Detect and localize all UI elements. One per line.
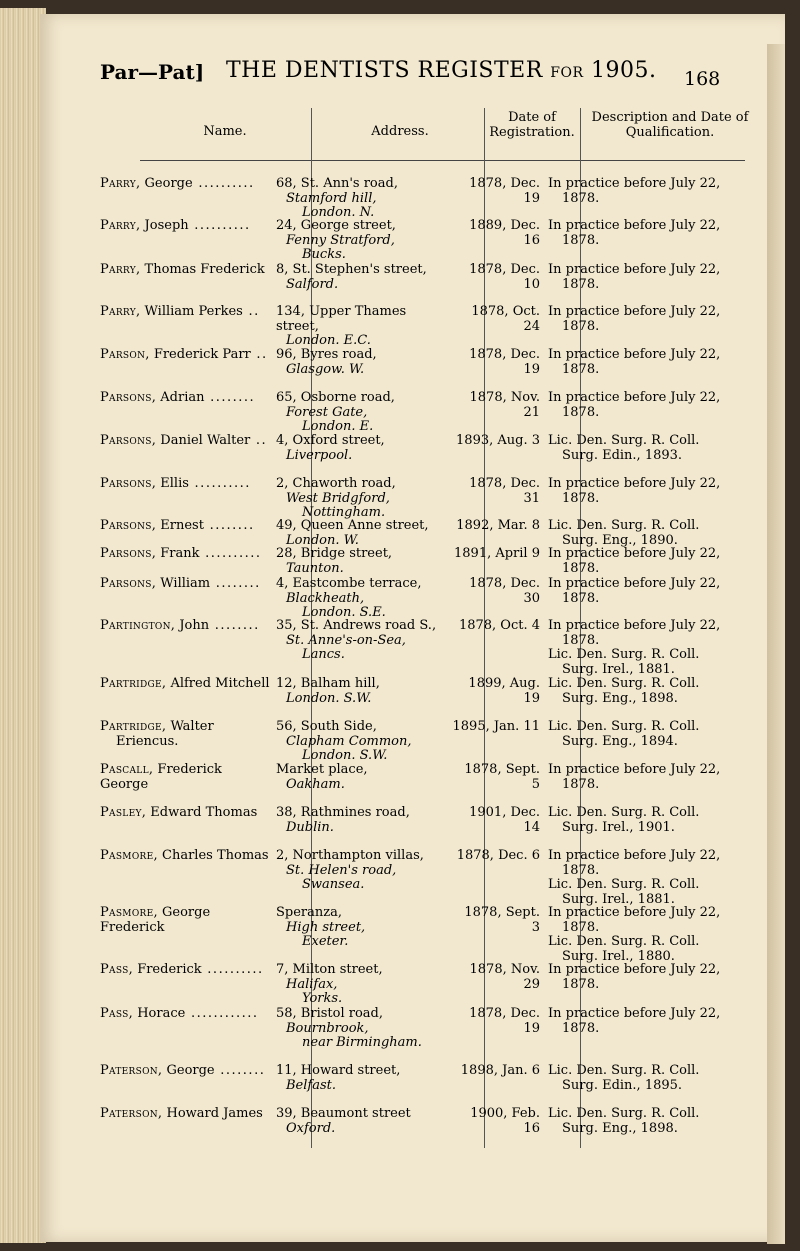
surname: Pass, [100, 962, 134, 977]
given-names: John [175, 618, 210, 633]
given-names: George Frederick [100, 905, 211, 935]
surname: Partridge, [100, 719, 167, 734]
address-line: near Birmingham. [302, 1035, 422, 1050]
description-line: 1878. [562, 190, 600, 206]
given-names: Walter [166, 719, 214, 734]
address-line: Forest Gate, [286, 404, 368, 420]
description-line: Surg. Eng., 1898. [562, 1120, 678, 1136]
description-line: 1878. [562, 232, 600, 248]
entry-date: 1901, Dec. 14 [469, 805, 540, 835]
entry-address [276, 519, 446, 548]
desc-header-line1: Description and Date of [591, 110, 749, 125]
leader-dots: .. [250, 433, 268, 448]
entry-description [548, 849, 748, 907]
address-line: St. Helen's road, [286, 862, 397, 878]
address-line: Taunton. [286, 560, 344, 576]
address-line: 8, St. Stephen's street, [276, 262, 427, 277]
leader-dots: ............ [185, 1006, 259, 1021]
entry-address [276, 1107, 446, 1136]
address-line: Dublin. [286, 819, 334, 835]
address-line: 11, Howard street, [276, 1063, 401, 1078]
entry-description [548, 577, 748, 606]
entry-date: 1878, Dec. 19 [469, 176, 540, 206]
column-header-name: Name. [203, 124, 247, 139]
given-names: Thomas Frederick [140, 262, 265, 277]
surname: Partridge, [100, 676, 167, 691]
surname: Paterson, [100, 1063, 163, 1078]
surname: Parsons, [100, 476, 157, 491]
description-line: In practice before July 22, [548, 546, 721, 561]
description-line: In practice before July 22, [548, 262, 721, 277]
description-line: Lic. Den. Surg. R. Coll. [548, 518, 700, 533]
entry-description [548, 1107, 748, 1136]
entry-name [100, 305, 270, 320]
description-line: Surg. Eng., 1890. [562, 532, 678, 548]
address-line: 4, Oxford street, [276, 433, 385, 448]
entry-name-cont: Eriencus. [116, 733, 179, 749]
description-line: Lic. Den. Surg. R. Coll. [548, 934, 700, 949]
description-line: 1878. [562, 1020, 600, 1036]
entry-description [548, 477, 748, 506]
entry-date: 1892, Mar. 8 [456, 518, 540, 533]
header-rule [140, 160, 745, 161]
entry-address [276, 577, 446, 621]
address-line: London. S.W. [302, 748, 388, 763]
address-line: 38, Rathmines road, [276, 805, 410, 820]
description-line: In practice before July 22, [548, 848, 721, 863]
address-line: London. S.E. [302, 605, 386, 620]
description-line: Surg. Irel., 1880. [562, 948, 675, 964]
address-line: Salford. [286, 276, 339, 292]
description-line: 1878. [562, 776, 600, 792]
entry-date: 1893, Aug. 3 [456, 433, 540, 448]
description-line: 1878. [562, 276, 600, 292]
entry-date: 1891, April 9 [454, 546, 540, 561]
address-line: 35, St. Andrews road S., [276, 618, 437, 633]
description-line: Lic. Den. Surg. R. Coll. [548, 877, 700, 892]
address-line: Market place, [276, 762, 368, 777]
entry-address [276, 391, 446, 435]
description-line: In practice before July 22, [548, 218, 721, 233]
column-header-description [590, 110, 750, 140]
column-header-date [486, 110, 578, 140]
entry-description [548, 219, 748, 248]
description-line: Lic. Den. Surg. R. Coll. [548, 1063, 700, 1078]
given-names: Frederick [133, 962, 202, 977]
description-line: In practice before July 22, [548, 347, 721, 362]
address-line: 4, Eastcombe terrace, [276, 576, 422, 591]
entry-description [548, 806, 748, 835]
given-names: William Perkes [140, 304, 243, 319]
entry-date: 1878, Dec. 31 [469, 476, 540, 506]
address-line: London. E. [302, 419, 374, 434]
leader-dots: .......... [188, 476, 251, 491]
entry-date: 1889, Dec. 16 [469, 218, 540, 248]
entry-name [100, 1107, 270, 1122]
entry-description [548, 305, 748, 334]
entry-name [100, 519, 270, 534]
entry-name [100, 391, 270, 406]
address-line: 49, Queen Anne street, [276, 518, 429, 533]
entry-name [100, 963, 270, 978]
description-line: 1878. [562, 490, 600, 506]
entry-date: 1878, Dec. 6 [456, 848, 540, 863]
description-line: In practice before July 22, [548, 576, 721, 591]
address-line: 2, Chaworth road, [276, 476, 396, 491]
entry-date: 1878, Dec. 19 [469, 1006, 540, 1036]
entry-address [276, 849, 446, 893]
surname: Paterson, [100, 1106, 163, 1121]
entry-date: 1898, Jan. 6 [460, 1063, 540, 1078]
entry-address [276, 806, 446, 835]
address-line: 12, Balham hill, [276, 676, 380, 691]
given-names: Alfred Mitchell [166, 676, 270, 691]
entry-description [548, 263, 748, 292]
entry-description [548, 1064, 748, 1093]
address-line: Liverpool. [286, 447, 353, 463]
address-line: London. N. [302, 205, 375, 220]
address-line: Halifax, [286, 976, 338, 992]
address-line: London. W. [286, 532, 359, 548]
description-line: In practice before July 22, [548, 762, 721, 777]
given-names: Frederick Parr [149, 347, 251, 362]
address-line: 65, Osborne road, [276, 390, 395, 405]
entry-name [100, 348, 270, 363]
address-line: Swansea. [302, 877, 365, 892]
entry-name [100, 763, 270, 792]
entry-date: 1878, Oct. 4 [458, 618, 540, 633]
entry-description [548, 677, 748, 706]
description-line: Surg. Irel., 1881. [562, 661, 675, 677]
entry-name [100, 720, 270, 749]
title-for: FOR [550, 65, 584, 81]
entry-name [100, 263, 270, 278]
leader-dots: ........ [214, 1063, 266, 1078]
surname: Parsons, [100, 433, 157, 448]
address-line: 56, South Side, [276, 719, 377, 734]
given-names: Ellis [156, 476, 189, 491]
entry-name [100, 219, 270, 234]
surname: Pasmore, [100, 905, 158, 920]
entry-description [548, 963, 748, 992]
leader-dots: ........ [203, 518, 255, 533]
leader-dots: ........ [204, 390, 256, 405]
entry-description [548, 906, 748, 964]
description-line: 1878. [562, 590, 600, 606]
address-line: 28, Bridge street, [276, 546, 393, 561]
entry-description [548, 547, 748, 576]
given-names: Adrian [156, 390, 205, 405]
description-line: Surg. Irel., 1901. [562, 819, 675, 835]
entry-name [100, 849, 270, 864]
entry-address [276, 219, 446, 263]
desc-header-line2: Qualification. [625, 125, 715, 140]
entry-description [548, 391, 748, 420]
given-names: Frank [156, 546, 200, 561]
given-names: Horace [133, 1006, 186, 1021]
entry-description [548, 619, 748, 677]
description-line: In practice before July 22, [548, 618, 721, 633]
entry-name [100, 477, 270, 492]
address-line: Fenny Stratford, [286, 232, 395, 248]
entry-date: 1878, Sept. 5 [464, 762, 540, 792]
date-header-line1: Date of [508, 110, 556, 125]
address-line: Nottingham. [302, 505, 386, 520]
entry-address [276, 677, 446, 706]
surname: Parry, [100, 304, 141, 319]
entry-description [548, 348, 748, 377]
address-line: Yorks. [302, 991, 343, 1006]
description-line: 1878. [562, 976, 600, 992]
address-line: Clapham Common, [286, 733, 412, 749]
entry-name [100, 1007, 270, 1022]
description-line: Lic. Den. Surg. R. Coll. [548, 676, 700, 691]
address-line: London. S.W. [286, 690, 372, 706]
entry-address [276, 348, 446, 377]
entry-name [100, 177, 270, 192]
entry-description [548, 434, 748, 463]
description-line: 1878. [562, 318, 600, 334]
address-line: St. Anne's-on-Sea, [286, 632, 406, 648]
address-line: 39, Beaumont street [276, 1106, 411, 1121]
entry-name [100, 547, 270, 562]
address-line: 96, Byres road, [276, 347, 377, 362]
page-title [226, 58, 657, 83]
entry-date: 1895, Jan. 11 [452, 719, 540, 734]
entry-description [548, 519, 748, 548]
description-line: Lic. Den. Surg. R. Coll. [548, 1106, 700, 1121]
entry-address [276, 305, 446, 349]
entry-address [276, 963, 446, 1007]
entry-date: 1900, Feb. 16 [470, 1106, 540, 1136]
address-line: West Bridgford, [286, 490, 390, 506]
entry-address [276, 434, 446, 463]
entry-date: 1878, Nov. 29 [469, 962, 540, 992]
entry-name [100, 619, 270, 634]
description-line: Surg. Edin., 1893. [562, 447, 683, 463]
entry-name [100, 434, 270, 449]
given-names: Charles Thomas [157, 848, 269, 863]
description-line: In practice before July 22, [548, 476, 721, 491]
description-line: Surg. Eng., 1898. [562, 690, 678, 706]
description-line: Lic. Den. Surg. R. Coll. [548, 805, 700, 820]
leader-dots: .. [250, 347, 268, 362]
description-line: Lic. Den. Surg. R. Coll. [548, 647, 700, 662]
given-names: George [140, 176, 193, 191]
entry-name [100, 906, 270, 935]
entry-address [276, 763, 446, 792]
entry-address [276, 619, 446, 663]
address-line: Stamford hill, [286, 190, 377, 206]
surname: Pascall, [100, 762, 154, 777]
description-line: In practice before July 22, [548, 390, 721, 405]
address-line: 24, George street, [276, 218, 396, 233]
leader-dots: ........ [210, 576, 261, 591]
entry-description [548, 177, 748, 206]
date-header-line2: Registration. [489, 125, 575, 140]
page-number: 168 [684, 68, 721, 90]
title-year: 1905. [591, 58, 657, 83]
given-names: George [162, 1063, 215, 1078]
address-line: Speranza, [276, 905, 342, 920]
leader-dots: .......... [188, 218, 251, 233]
entry-address [276, 177, 446, 221]
description-line: Surg. Edin., 1895. [562, 1077, 683, 1093]
given-names: Daniel Walter [156, 433, 251, 448]
title-text: THE DENTISTS REGISTER [226, 58, 543, 83]
description-line: In practice before July 22, [548, 1006, 721, 1021]
surname: Parsons, [100, 518, 157, 533]
leader-dots: .......... [192, 176, 255, 191]
surname: Parry, [100, 262, 141, 277]
description-line: 1878. [562, 361, 600, 377]
entry-date: 1878, Dec. 19 [469, 347, 540, 377]
entry-description [548, 763, 748, 792]
leader-dots: .. [242, 304, 260, 319]
leader-dots: .......... [199, 546, 262, 561]
description-line: Lic. Den. Surg. R. Coll. [548, 719, 700, 734]
description-line: Surg. Eng., 1894. [562, 733, 678, 749]
address-line: 2, Northampton villas, [276, 848, 424, 863]
address-line: High street, [286, 919, 366, 935]
entry-address [276, 263, 446, 292]
entry-description [548, 1007, 748, 1036]
surname: Parry, [100, 218, 141, 233]
description-line: Surg. Irel., 1881. [562, 891, 675, 907]
surname: Pass, [100, 1006, 134, 1021]
given-names: Ernest [156, 518, 204, 533]
entry-date: 1878, Sept. 3 [464, 905, 540, 935]
entry-name [100, 806, 270, 821]
running-head: Par—Pat] [100, 60, 205, 84]
entry-date: 1878, Oct. 24 [471, 304, 540, 334]
description-line: In practice before July 22, [548, 905, 721, 920]
address-line: Glasgow. W. [286, 361, 365, 377]
description-line: In practice before July 22, [548, 176, 721, 191]
address-line: London. E.C. [286, 333, 371, 348]
description-line: 1878. [562, 560, 600, 576]
entry-address [276, 477, 446, 521]
address-line: Bucks. [302, 247, 346, 262]
surname: Pasmore, [100, 848, 158, 863]
description-line: In practice before July 22, [548, 962, 721, 977]
entry-address [276, 547, 446, 576]
address-line: Blackheath, [286, 590, 365, 606]
entry-date: 1899, Aug. 19 [468, 676, 540, 706]
surname: Partington, [100, 618, 176, 633]
description-line: 1878. [562, 919, 600, 935]
given-names: Howard James [162, 1106, 263, 1121]
description-line: In practice before July 22, [548, 304, 721, 319]
entry-name [100, 577, 270, 592]
right-page-edge [767, 44, 785, 1244]
address-line: 7, Milton street, [276, 962, 383, 977]
address-line: 58, Bristol road, [276, 1006, 383, 1021]
address-line: 134, Upper Thames street, [276, 304, 407, 334]
entry-date: 1878, Dec. 30 [469, 576, 540, 606]
surname: Parson, [100, 347, 150, 362]
address-line: Oakham. [286, 776, 345, 792]
description-line: 1878. [562, 404, 600, 420]
entry-address [276, 906, 446, 950]
description-line: Lic. Den. Surg. R. Coll. [548, 433, 700, 448]
given-names: Joseph [140, 218, 189, 233]
entry-address [276, 720, 446, 764]
entry-name [100, 1064, 270, 1079]
address-line: 68, St. Ann's road, [276, 176, 398, 191]
surname: Parsons, [100, 576, 157, 591]
entry-date: 1878, Dec. 10 [469, 262, 540, 292]
address-line: Oxford. [286, 1120, 336, 1136]
column-header-address: Address. [371, 124, 429, 139]
given-names: Edward Thomas [146, 805, 258, 820]
address-line: Lancs. [302, 647, 345, 662]
leader-dots: ........ [209, 618, 260, 633]
entry-name [100, 677, 270, 692]
given-names: Frederick George [100, 762, 222, 792]
address-line: Bournbrook, [286, 1020, 369, 1036]
surname: Pasley, [100, 805, 147, 820]
entry-description [548, 720, 748, 749]
description-line: 1878. [562, 632, 600, 648]
address-line: Exeter. [302, 934, 349, 949]
given-names: William [156, 576, 211, 591]
entry-address [276, 1064, 446, 1093]
description-line: 1878. [562, 862, 600, 878]
leader-dots: .......... [201, 962, 264, 977]
entry-address [276, 1007, 446, 1051]
entry-date: 1878, Nov. 21 [469, 390, 540, 420]
surname: Parsons, [100, 546, 157, 561]
surname: Parry, [100, 176, 141, 191]
address-line: Belfast. [286, 1077, 336, 1093]
surname: Parsons, [100, 390, 157, 405]
